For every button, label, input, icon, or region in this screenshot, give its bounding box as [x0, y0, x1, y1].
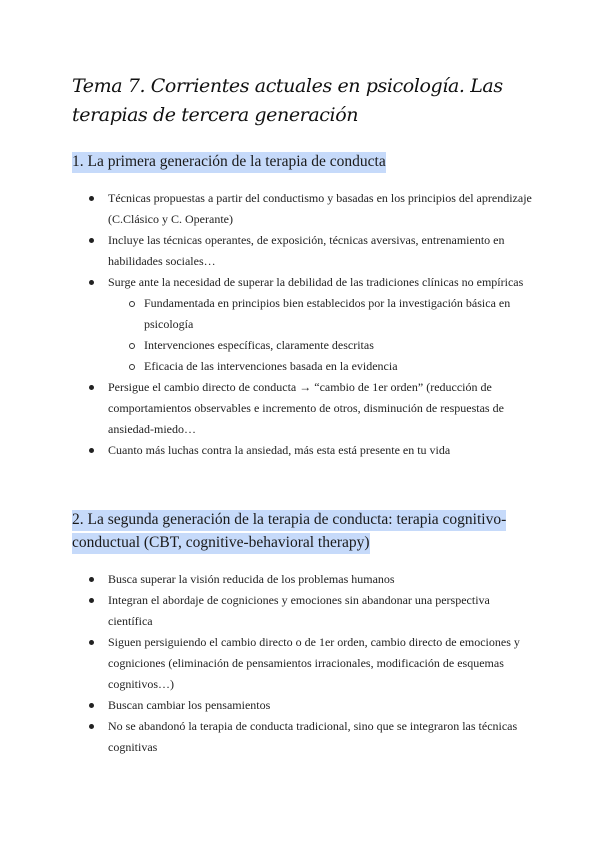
bullet-circle-icon	[129, 343, 135, 349]
section-second-generation	[72, 508, 532, 758]
bullet-dot-icon	[89, 640, 94, 645]
bullet-dot-icon	[89, 703, 94, 708]
section-heading-text: 2. La segunda generación de la terapia de conducta: terapia cognitivo-conductual (CBT, cognitive-behavioral therapy)	[72, 510, 506, 554]
section-heading	[72, 150, 532, 173]
list-item	[72, 440, 532, 461]
bullet-dot-icon	[89, 196, 94, 201]
sub-list-item-text: Fundamentada en principios bien establecidos por la investigación básica en psicología	[144, 296, 511, 331]
list-item-text: No se abandonó la terapia de conducta tradicional, sino que se integraron las técnicas cognitivas	[108, 719, 518, 754]
list-item	[72, 188, 532, 230]
list-item	[72, 716, 532, 758]
list-item-text: Siguen persiguiendo el cambio directo o de 1er orden, cambio directo de emociones y cogniciones (eliminación de pensamientos irracionales, modificación de esquemas cognitivos…)	[108, 635, 520, 691]
bullet-list	[72, 188, 532, 461]
list-item-text: Integran el abordaje de cogniciones y emociones sin abandonar una perspectiva científica	[108, 593, 490, 628]
bullet-dot-icon	[89, 598, 94, 603]
section-first-generation	[72, 150, 532, 461]
list-item	[72, 695, 532, 716]
sub-bullet-list	[108, 293, 532, 377]
sub-list-item	[108, 335, 532, 356]
sub-list-item	[108, 356, 532, 377]
bullet-dot-icon	[89, 724, 94, 729]
list-item	[72, 590, 532, 632]
list-item-text: Buscan cambiar los pensamientos	[108, 698, 271, 712]
bullet-dot-icon	[89, 385, 94, 390]
list-item-text: Incluye las técnicas operantes, de exposición, técnicas aversivas, entrenamiento en habilidades sociales…	[108, 233, 505, 268]
document-title: Tema 7. Corrientes actuales en psicología. Las terapias de tercera generación	[72, 75, 503, 126]
bullet-dot-icon	[89, 448, 94, 453]
list-item-text: Cuanto más luchas contra la ansiedad, más esta está presente en tu vida	[108, 443, 451, 457]
list-item	[72, 632, 532, 695]
list-item-text: Surge ante la necesidad de superar la debilidad de las tradiciones clínicas no empíricas	[108, 275, 524, 289]
list-item	[72, 272, 532, 377]
list-item	[72, 230, 532, 272]
section-heading-text: 1. La primera generación de la terapia de conducta	[72, 152, 386, 173]
list-item-text: Persigue el cambio directo de conducta → “cambio de 1er orden” (reducción de comportamientos observables e incremento de otros, disminución de respuestas de ansiedad-miedo…	[108, 380, 504, 436]
sub-list-item-text: Eficacia de las intervenciones basada en la evidencia	[144, 359, 398, 373]
bullet-dot-icon	[89, 577, 94, 582]
sub-list-item-text: Intervenciones específicas, claramente descritas	[144, 338, 374, 352]
list-item-text: Busca superar la visión reducida de los problemas humanos	[108, 572, 395, 586]
bullet-circle-icon	[129, 301, 135, 307]
bullet-circle-icon	[129, 364, 135, 370]
section-heading	[72, 508, 532, 554]
bullet-list	[72, 569, 532, 758]
list-item-text: Técnicas propuestas a partir del conductismo y basadas en los principios del aprendizaje (C.Clásico y C. Operante)	[108, 191, 532, 226]
list-item	[72, 569, 532, 590]
sub-list-item	[108, 293, 532, 335]
list-item	[72, 377, 532, 440]
bullet-dot-icon	[89, 238, 94, 243]
bullet-dot-icon	[89, 280, 94, 285]
